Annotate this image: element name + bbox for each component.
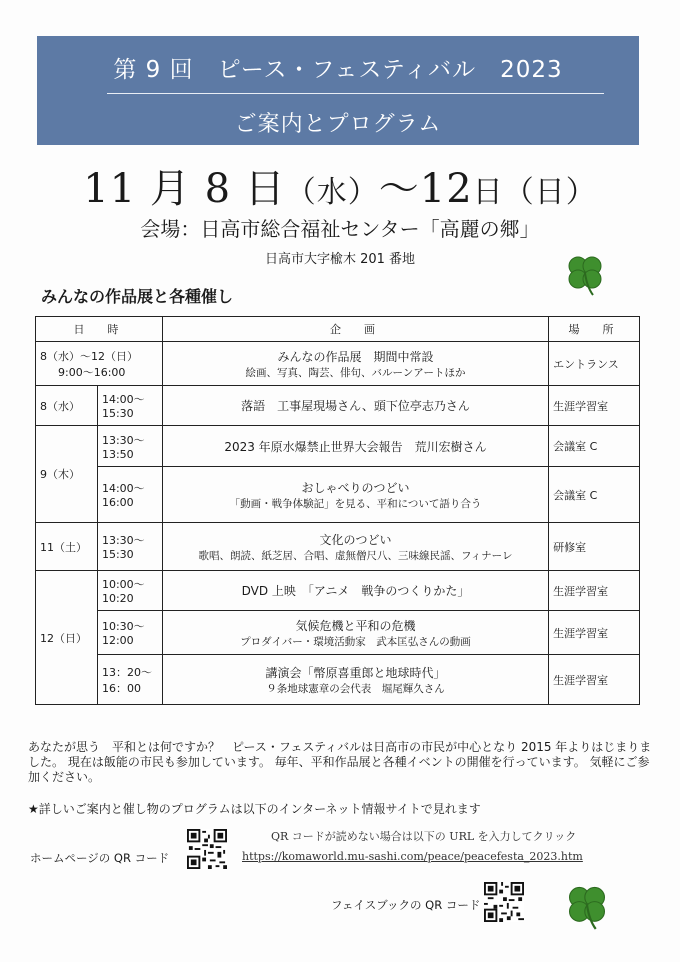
row-program bbox=[162, 611, 548, 655]
row-place: 生涯学習室 bbox=[549, 571, 640, 611]
row-program bbox=[162, 523, 548, 571]
row-time bbox=[97, 386, 162, 426]
table-row bbox=[36, 386, 640, 426]
row-place: 生涯学習室 bbox=[549, 386, 640, 426]
row-place: 研修室 bbox=[549, 523, 640, 571]
venue: 会場：日高市総合福祉センター「高麗の郷」 bbox=[140, 217, 540, 241]
time-end: 12:00 bbox=[101, 634, 134, 647]
row-program bbox=[162, 655, 548, 705]
title-banner bbox=[37, 36, 639, 145]
time-end: 16:00 bbox=[101, 496, 134, 509]
table-row bbox=[36, 523, 640, 571]
qr-fallback-note: QR コードが読めない場合は以下の URL を入力してクリック bbox=[271, 830, 577, 843]
table-row bbox=[36, 571, 640, 611]
row-time bbox=[97, 426, 162, 467]
homepage-qr-code[interactable] bbox=[187, 829, 227, 869]
row-detail: 歌唱、朗読、紙芝居、合唱、虚無僧尺八、三味線民謡、フィナーレ bbox=[198, 549, 513, 562]
time-start: 14:00～ bbox=[101, 482, 145, 495]
end-date: ～12 bbox=[378, 166, 473, 212]
row-detail: プロダイバー・環境活動家 武本匡弘さんの動画 bbox=[240, 635, 471, 648]
table-row bbox=[36, 342, 640, 386]
row-day: 8（水） bbox=[36, 386, 98, 426]
row-title: みんなの作品展 期間中常設 bbox=[277, 349, 434, 364]
time-start: 13:30～ bbox=[101, 433, 145, 447]
row-title: 2023 年原水爆禁止世界大会報告 荒川宏樹さん bbox=[162, 426, 548, 467]
time-start: 13:30～ bbox=[101, 534, 145, 547]
info-note: ★詳しいご案内と催し物のプログラムは以下のインターネット情報サイトで見れます bbox=[28, 802, 481, 816]
time-start: 10:00～ bbox=[101, 578, 145, 591]
row-place: エントランス bbox=[549, 342, 640, 386]
row-place: 会議室 C bbox=[549, 467, 640, 523]
banner-divider bbox=[107, 93, 604, 94]
time-end: 10:20 bbox=[101, 592, 134, 605]
row-place: 生涯学習室 bbox=[549, 611, 640, 655]
row-title: 落語 工事屋現場さん、頭下位亭志乃さん bbox=[162, 386, 548, 426]
table-row bbox=[36, 467, 640, 523]
program-subtitle: ご案内とプログラム bbox=[234, 112, 442, 137]
header-place: 場 所 bbox=[549, 317, 640, 342]
table-row bbox=[36, 611, 640, 655]
time-end: 15:30 bbox=[101, 548, 134, 561]
event-dates bbox=[0, 157, 680, 214]
row-time bbox=[97, 611, 162, 655]
row-day: 8（水）～12（日） bbox=[40, 349, 138, 363]
clover-icon bbox=[563, 880, 611, 932]
row-datetime bbox=[36, 342, 163, 386]
table-row bbox=[36, 655, 640, 705]
row-time bbox=[97, 571, 162, 611]
end-date-unit: 日 bbox=[472, 175, 504, 210]
facebook-qr-code[interactable] bbox=[484, 882, 524, 922]
row-time bbox=[97, 523, 162, 571]
row-time bbox=[97, 467, 162, 523]
row-title: 講演会「幣原喜重郎と地球時代」 bbox=[265, 665, 446, 680]
row-title: 文化のつどい bbox=[319, 532, 392, 547]
row-detail: 絵画、写真、陶芸、俳句、バルーンアートほか bbox=[245, 366, 466, 379]
section-title: みんなの作品展と各種催し bbox=[41, 287, 234, 306]
facebook-qr-label: フェイスブックの QR コード bbox=[331, 898, 481, 912]
intro-paragraph: あなたが思う 平和とは何ですか？ ピース・フェスティバルは日高市の市民が中心となり 2015 年よりはじまりました。 現在は飯能の市民も参加しています。 毎年、平和作品展と各種イベントの開催を行っています。 気軽にご参加ください。 bbox=[28, 740, 652, 784]
row-place: 会議室 C bbox=[549, 426, 640, 467]
row-day: 12（日） bbox=[36, 571, 98, 705]
row-detail: ９条地球憲章の会代表 堀尾輝久さん bbox=[266, 682, 445, 695]
time-end: 15:30 bbox=[101, 407, 134, 420]
end-weekday: （日） bbox=[503, 175, 597, 210]
table-header-row bbox=[36, 317, 640, 342]
row-place: 生涯学習室 bbox=[549, 655, 640, 705]
time-start: 13：20～ bbox=[101, 665, 152, 679]
homepage-qr-label: ホームページの QR コード bbox=[30, 851, 170, 865]
row-day: 9（木） bbox=[36, 426, 98, 523]
row-time bbox=[97, 655, 162, 705]
row-title: 気候危機と平和の危機 bbox=[295, 618, 416, 633]
festival-title: 第 9 回 ピース・フェスティバル 2023 bbox=[113, 57, 563, 83]
row-detail: 「動画・戦争体験記」を見る、平和について語り合う bbox=[229, 497, 482, 510]
row-day: 11（土） bbox=[36, 523, 98, 571]
time-end: 16：00 bbox=[101, 681, 141, 695]
row-title: おしゃべりのつどい bbox=[301, 480, 410, 495]
program-table bbox=[35, 316, 640, 705]
venue-address: 日高市大字楡木 201 番地 bbox=[264, 252, 416, 267]
festival-url-link[interactable]: https://komaworld.mu-sashi.com/peace/peacefesta_2023.htm bbox=[242, 850, 583, 863]
start-weekday: （水） bbox=[285, 175, 379, 210]
header-datetime: 日 時 bbox=[36, 317, 163, 342]
row-time: 9:00～16:00 bbox=[58, 365, 126, 379]
start-date: 11 月 8 日 bbox=[83, 166, 286, 212]
row-program bbox=[162, 342, 548, 386]
time-end: 13:50 bbox=[101, 447, 134, 461]
table-row bbox=[36, 426, 640, 467]
time-start: 10:30～ bbox=[101, 620, 145, 633]
time-start: 14:00～ bbox=[101, 393, 145, 406]
header-program: 企 画 bbox=[162, 317, 548, 342]
row-program bbox=[162, 467, 548, 523]
row-title: DVD 上映 「アニメ 戦争のつくりかた」 bbox=[162, 571, 548, 611]
clover-icon bbox=[563, 251, 607, 297]
